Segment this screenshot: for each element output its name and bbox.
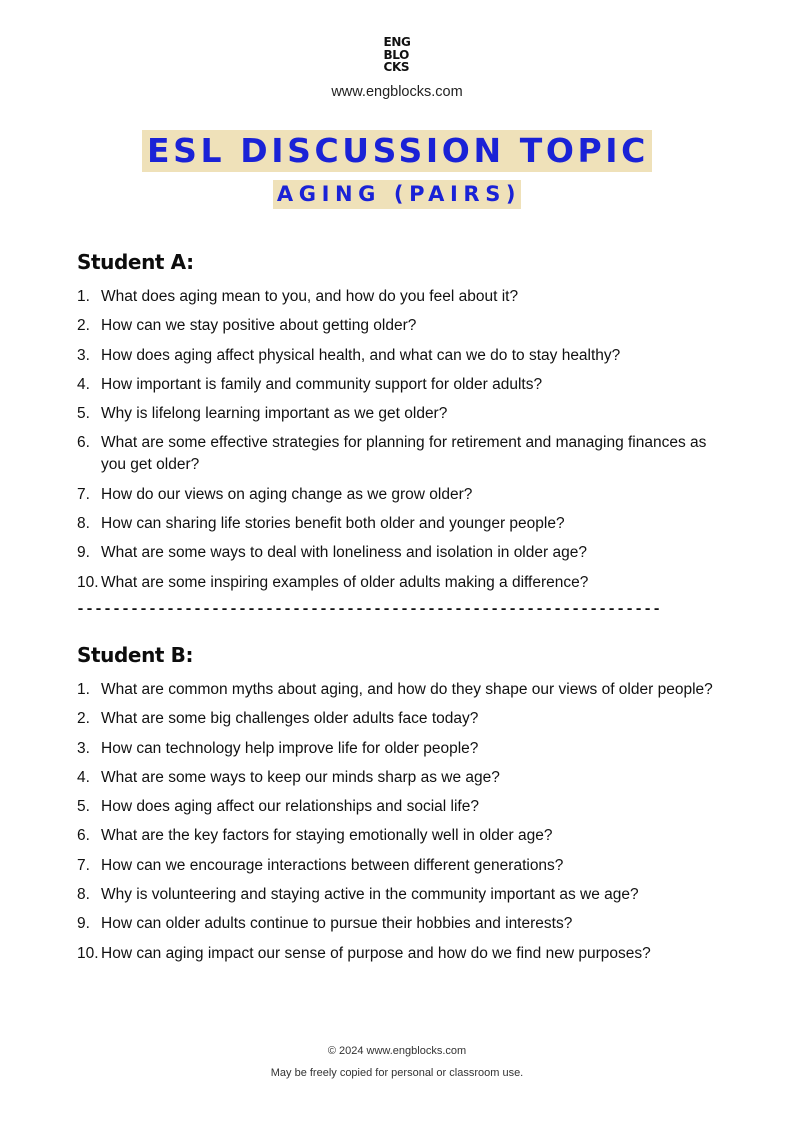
student-a-heading: Student A: xyxy=(77,250,194,274)
engblocks-logo xyxy=(0,36,794,74)
question-number: 2. xyxy=(77,317,90,335)
question-text: How important is family and community support for older adults? xyxy=(101,375,543,393)
question-number: 1. xyxy=(77,681,90,698)
student-b-questions xyxy=(77,679,717,972)
question-text: What are some ways to keep our minds sharp as we age? xyxy=(101,768,500,786)
question-text: How does aging affect our relationships and social life? xyxy=(101,798,479,816)
question-item xyxy=(77,825,717,847)
question-number: 3. xyxy=(77,346,90,364)
question-item xyxy=(77,374,717,396)
question-text: What are some ways to deal with loneliness and isolation in older age? xyxy=(101,544,587,562)
question-item xyxy=(77,542,717,564)
question-text: What are the key factors for staying emotionally well in older age? xyxy=(101,827,553,845)
question-item xyxy=(77,315,717,337)
question-item xyxy=(77,513,717,535)
question-item xyxy=(77,679,717,701)
question-number: 9. xyxy=(77,915,90,933)
question-text: How can aging impact our sense of purpose and how do we find new purposes? xyxy=(101,944,651,962)
question-text: How can we encourage interactions between different generations? xyxy=(101,856,564,874)
footer-copyright: © 2024 www.engblocks.com xyxy=(327,1045,467,1057)
question-number: 9. xyxy=(77,544,90,562)
question-text: How can sharing life stories benefit both older and younger people? xyxy=(101,515,565,533)
question-text: What are some big challenges older adults face today? xyxy=(101,710,479,728)
question-text: Why is volunteering and staying active in the community important as we age? xyxy=(101,886,639,904)
question-number: 4. xyxy=(77,375,90,393)
question-number: 8. xyxy=(77,515,90,533)
question-item xyxy=(77,484,717,506)
question-text: How can older adults continue to pursue their hobbies and interests? xyxy=(101,915,573,933)
page-subtitle: AGING (PAIRS) xyxy=(273,180,521,209)
page-title: ESL DISCUSSION TOPIC xyxy=(142,130,652,172)
question-item xyxy=(77,855,717,877)
question-number: 10. xyxy=(77,573,99,591)
question-item xyxy=(77,738,717,760)
question-item xyxy=(77,943,717,965)
title-wrap xyxy=(0,130,794,172)
question-item xyxy=(77,286,717,308)
subtitle-wrap xyxy=(0,180,794,209)
question-item xyxy=(77,796,717,818)
question-number: 8. xyxy=(77,886,90,904)
question-text: Why is lifelong learning important as we get older? xyxy=(101,405,448,423)
question-number: 4. xyxy=(77,768,90,786)
question-text: How can technology help improve life for older people? xyxy=(101,739,479,757)
question-item xyxy=(77,403,717,425)
student-b-heading: Student B: xyxy=(77,643,194,667)
logo-text xyxy=(384,36,411,74)
question-item xyxy=(77,708,717,730)
question-number: 10. xyxy=(77,944,99,962)
question-text: How can we stay positive about getting older? xyxy=(101,317,417,335)
question-text: How does aging affect physical health, and what can we do to stay healthy? xyxy=(101,346,621,364)
question-number: 6. xyxy=(77,827,90,845)
footer-note: May be freely copied for personal or classroom use. xyxy=(270,1067,524,1079)
site-url[interactable]: www.engblocks.com xyxy=(331,84,463,100)
question-text: What are common myths about aging, and how do they shape our views of older people? xyxy=(101,681,713,698)
question-number: 7. xyxy=(77,485,90,503)
question-item xyxy=(77,913,717,935)
question-text: What are some effective strategies for planning for retirement and managing finances as you get older? xyxy=(101,434,707,474)
question-item xyxy=(77,345,717,367)
student-a-questions xyxy=(77,286,717,601)
logo-line: ENG xyxy=(383,35,411,49)
question-number: 6. xyxy=(77,434,90,452)
question-text: How do our views on aging change as we grow older? xyxy=(101,485,473,503)
question-number: 3. xyxy=(77,739,90,757)
question-number: 7. xyxy=(77,856,90,874)
question-number: 5. xyxy=(77,798,90,816)
question-item xyxy=(77,572,717,594)
question-item xyxy=(77,767,717,789)
section-divider: ----------------------------------------------------------------- xyxy=(76,601,662,618)
question-number: 1. xyxy=(77,288,90,305)
question-item xyxy=(77,432,717,476)
question-text: What are some inspiring examples of older adults making a difference? xyxy=(101,573,589,591)
logo-line: BLO xyxy=(383,47,409,62)
question-text: What does aging mean to you, and how do you feel about it? xyxy=(101,288,519,305)
question-number: 5. xyxy=(77,405,90,423)
logo-line: CKS xyxy=(383,60,410,74)
question-number: 2. xyxy=(77,710,90,728)
question-item xyxy=(77,884,717,906)
